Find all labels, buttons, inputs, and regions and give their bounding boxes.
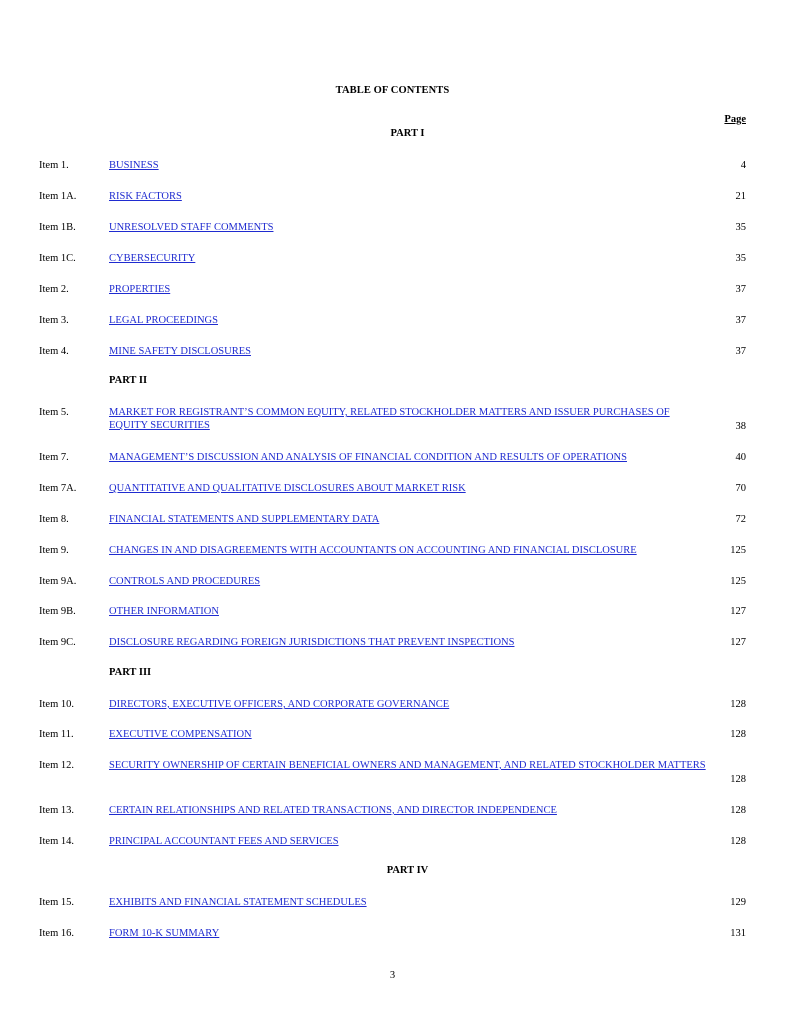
item-number: Item 7A. [39, 483, 77, 494]
item-number: Item 9A. [39, 576, 77, 587]
item-page: 127 [730, 606, 746, 617]
footer-page-number: 3 [389, 970, 396, 981]
item-number: Item 4. [39, 346, 69, 357]
item-number: Item 12. [39, 760, 74, 771]
item-link[interactable]: MARKET FOR REGISTRANT’S COMMON EQUITY, RELATED STOCKHOLDER MATTERS AND ISSUER PURCHASES OF EQUITY SECURITIES [109, 407, 670, 431]
part-iv-heading: PART IV [386, 865, 429, 876]
item-link[interactable]: DISCLOSURE REGARDING FOREIGN JURISDICTIONS THAT PREVENT INSPECTIONS [109, 637, 515, 648]
item-page: 35 [735, 222, 746, 233]
item-page: 125 [730, 576, 746, 587]
part-ii-heading: PART II [109, 375, 148, 386]
part-iii-heading: PART III [109, 667, 152, 678]
item-number: Item 1C. [39, 253, 76, 264]
item-link[interactable]: PROPERTIES [109, 284, 171, 295]
item-link[interactable]: MANAGEMENT’S DISCUSSION AND ANALYSIS OF FINANCIAL CONDITION AND RESULTS OF OPERATIONS [109, 452, 627, 463]
item-page: 38 [735, 421, 746, 432]
item-link[interactable]: PRINCIPAL ACCOUNTANT FEES AND SERVICES [109, 836, 339, 847]
item-page: 125 [730, 545, 746, 556]
item-link[interactable]: UNRESOLVED STAFF COMMENTS [109, 222, 274, 233]
item-number: Item 9C. [39, 637, 76, 648]
item-page: 37 [735, 346, 746, 357]
item-number: Item 3. [39, 315, 69, 326]
item-page: 128 [730, 699, 746, 710]
item-page: 128 [730, 836, 746, 847]
item-link[interactable]: FINANCIAL STATEMENTS AND SUPPLEMENTARY DATA [109, 514, 380, 525]
item-page: 21 [735, 191, 746, 202]
item-link[interactable]: DIRECTORS, EXECUTIVE OFFICERS, AND CORPORATE GOVERNANCE [109, 699, 450, 710]
item-link[interactable]: BUSINESS [109, 160, 159, 171]
item-page: 131 [730, 928, 746, 939]
item-link[interactable]: CHANGES IN AND DISAGREEMENTS WITH ACCOUNTANTS ON ACCOUNTING AND FINANCIAL DISCLOSURE [109, 545, 637, 556]
item-link[interactable]: CYBERSECURITY [109, 253, 196, 264]
item-page: 37 [735, 315, 746, 326]
item-page: 128 [730, 729, 746, 740]
item-number: Item 1B. [39, 222, 76, 233]
item-link[interactable]: SECURITY OWNERSHIP OF CERTAIN BENEFICIAL OWNERS AND MANAGEMENT, AND RELATED STOCKHOLDER MATTERS [109, 760, 706, 771]
item-number: Item 2. [39, 284, 69, 295]
item-number: Item 10. [39, 699, 74, 710]
item-page: 129 [730, 897, 746, 908]
item-number: Item 11. [39, 729, 74, 740]
item-number: Item 1A. [39, 191, 77, 202]
item-link[interactable]: EXHIBITS AND FINANCIAL STATEMENT SCHEDULES [109, 897, 367, 908]
item-link[interactable]: QUANTITATIVE AND QUALITATIVE DISCLOSURES ABOUT MARKET RISK [109, 483, 466, 494]
item-link[interactable]: OTHER INFORMATION [109, 606, 219, 617]
item-page: 127 [730, 637, 746, 648]
item-link[interactable]: CONTROLS AND PROCEDURES [109, 576, 261, 587]
item-link[interactable]: LEGAL PROCEEDINGS [109, 315, 218, 326]
item-link[interactable]: RISK FACTORS [109, 191, 182, 202]
item-number: Item 13. [39, 805, 74, 816]
item-number: Item 5. [39, 407, 69, 418]
item-number: Item 9B. [39, 606, 76, 617]
part-i-heading: PART I [390, 128, 425, 139]
item-number: Item 1. [39, 160, 69, 171]
item-number: Item 16. [39, 928, 74, 939]
page-column-header: Page [724, 114, 746, 125]
item-link[interactable]: EXECUTIVE COMPENSATION [109, 729, 252, 740]
item-number: Item 7. [39, 452, 69, 463]
item-page: 70 [735, 483, 746, 494]
item-page: 35 [735, 253, 746, 264]
toc-title: TABLE OF CONTENTS [335, 85, 450, 96]
item-page: 37 [735, 284, 746, 295]
item-number: Item 15. [39, 897, 74, 908]
item-page: 40 [735, 452, 746, 463]
item-page: 128 [730, 774, 746, 785]
item-page: 4 [740, 160, 746, 171]
item-link[interactable]: FORM 10-K SUMMARY [109, 928, 220, 939]
item-link[interactable]: CERTAIN RELATIONSHIPS AND RELATED TRANSACTIONS, AND DIRECTOR INDEPENDENCE [109, 805, 557, 816]
item-number: Item 8. [39, 514, 69, 525]
item-number: Item 14. [39, 836, 74, 847]
item-page: 128 [730, 805, 746, 816]
item-number: Item 9. [39, 545, 69, 556]
item-page: 72 [735, 514, 746, 525]
item-link[interactable]: MINE SAFETY DISCLOSURES [109, 346, 251, 357]
